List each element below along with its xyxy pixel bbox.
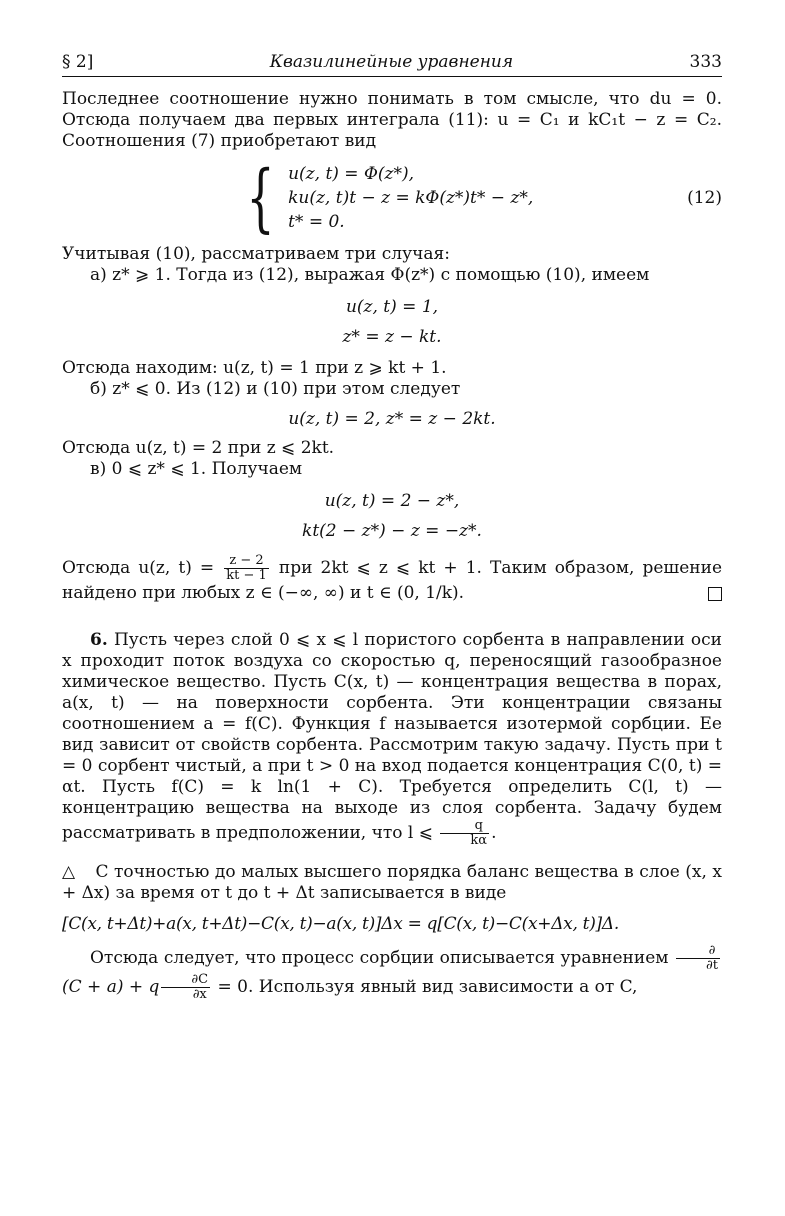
triangle-icon: △ xyxy=(62,862,76,882)
running-head xyxy=(62,52,722,77)
fraction-numerator: z − 2 xyxy=(224,554,269,569)
fraction xyxy=(676,944,720,973)
chapter-title: Квазилинейные уравнения xyxy=(269,52,514,72)
problem-number: 6. xyxy=(90,630,108,650)
case-c-eq2: kt(2 − z*) − z = −z*. xyxy=(302,521,482,541)
fraction-denominator: ∂x xyxy=(192,987,207,1002)
paragraph-cases: Учитывая (10), рассматриваем три случая: xyxy=(62,244,450,264)
case-a-conclusion: Отсюда находим: u(z, t) = 1 при z ⩾ kt + 1. xyxy=(62,358,447,378)
paragraph-intro: Последнее соотношение нужно понимать в том смысле, что du = 0. Отсюда получаем два первых интеграла (11): u = C₁ и kC₁t − z = C₂. Соотношения (7) приобретают вид xyxy=(62,89,722,151)
case-c-text: в) 0 ⩽ z* ⩽ 1. Получаем xyxy=(90,459,303,479)
paragraph-sorption xyxy=(62,944,722,1002)
conclusion-post: при 2kt ⩽ z ⩽ kt + 1. Таким образом, решение найдено при любых z ∈ (−∞, ∞) и t ∈ (0, 1/k). xyxy=(62,558,723,603)
problem-6 xyxy=(62,630,722,848)
fraction-numerator: ∂C xyxy=(161,973,210,988)
solution-text: С точностью до малых высшего порядка баланс вещества в слое (x, x + Δx) за время от t до t + Δt записывается в виде xyxy=(62,862,722,903)
case-a-text: а) z* ⩾ 1. Тогда из (12), выражая Φ(z*) с помощью (10), имеем xyxy=(90,265,650,285)
conclusion-pre: Отсюда u(z, t) = xyxy=(62,558,215,578)
case-c-eq1: u(z, t) = 2 − z*, xyxy=(324,491,460,511)
system-line: ku(z, t)t − z = kΦ(z*)t* − z*, xyxy=(288,188,534,208)
book-page xyxy=(62,52,722,1002)
case-b-eq: u(z, t) = 2, z* = z − 2kt. xyxy=(288,409,496,429)
fraction xyxy=(224,554,269,583)
case-b-text: б) z* ⩽ 0. Из (12) и (10) при этом следует xyxy=(90,379,461,399)
fraction-numerator: q xyxy=(440,819,489,834)
qed-square-icon xyxy=(708,587,722,601)
solution-start xyxy=(62,862,722,904)
case-b-conclusion: Отсюда u(z, t) = 2 при z ⩽ 2kt. xyxy=(62,438,335,458)
system-line: u(z, t) = Φ(z*), xyxy=(288,164,415,184)
case-a-eq2: z* = z − kt. xyxy=(342,327,442,347)
brace-symbol: { xyxy=(246,155,275,241)
fraction xyxy=(440,819,489,848)
fraction xyxy=(161,973,210,1002)
equation-number: (12) xyxy=(687,188,722,208)
case-a-eq1: u(z, t) = 1, xyxy=(345,297,439,317)
problem-text: Пусть через слой 0 ⩽ x ⩽ l пористого сорбента в направлении оси x проходит поток воздуха со скоростью q, переносящий газообразное химическое вещество. Пусть C(x, t) — концентрация вещества в порах, a(x, t) — на поверхности сорбента. Эти концентрации связаны соотношением a = f(C). Функция f называется изотермой сорбции. Ее вид зависит от свойств сорбента. Рассмотрим такую задачу. Пусть при t = 0 сорбент чистый, а при t > 0 на вход подается концентрация C(0, t) = αt. Пусть f(C) = k ln(1 + C). Требуется определить C(l, t) — концентрацию вещества на выходе из слоя сорбента. Задачу будем рассматривать в предположении, что l ⩽ xyxy=(62,630,722,843)
equation-system-12 xyxy=(62,155,722,241)
fraction-denominator: kt − 1 xyxy=(226,568,267,583)
system-line: t* = 0. xyxy=(288,212,345,232)
sorption-post: = 0. Используя явный вид зависимости a от C, xyxy=(217,977,638,997)
fraction-denominator: ∂t xyxy=(706,958,718,973)
page-number: 333 xyxy=(689,52,722,72)
case-c-conclusion xyxy=(62,554,722,604)
fraction-denominator: kα xyxy=(470,833,488,848)
sorption-pre: Отсюда следует, что процесс сорбции описывается уравнением xyxy=(90,948,669,968)
section-ref: § 2] xyxy=(62,52,94,72)
problem-end: . xyxy=(491,823,497,843)
system-lines xyxy=(288,162,533,234)
sorption-mid: (C + a) + q xyxy=(62,977,160,997)
balance-equation: [C(x, t+Δt)+a(x, t+Δt)−C(x, t)−a(x, t)]Δx = q[C(x, t)−C(x+Δx, t)]Δ. xyxy=(62,914,619,934)
fraction-numerator: ∂ xyxy=(676,944,720,959)
